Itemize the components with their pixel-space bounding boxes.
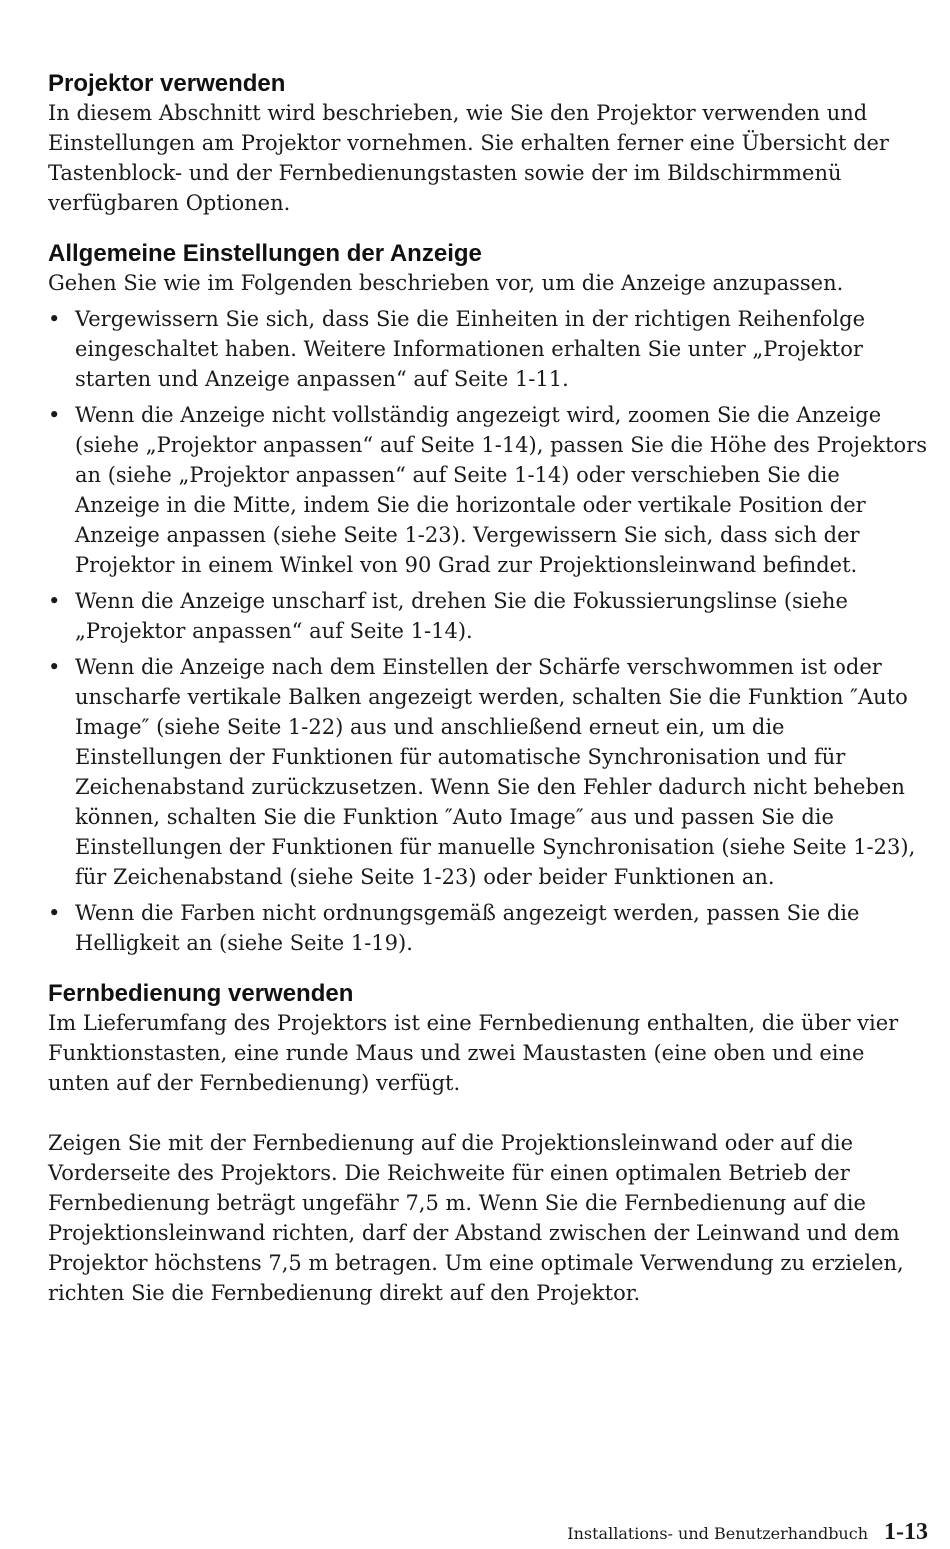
section-heading: Projektor verwenden [48, 70, 286, 97]
list-item-text: Wenn die Farben nicht ordnungsgemäß angezeigt werden, passen Sie die Helligkeit an (siehe Seite 1-19). [75, 901, 860, 955]
paragraph: Zeigen Sie mit der Fernbedienung auf die Projektionsleinwand oder auf die Vorderseite des Projektors. Die Reichweite für einen optimalen Betrieb der Fernbedienung beträgt ungefähr 7,5 m. Wenn Sie die Fernbedienung auf die Projektionsleinwand richten, darf der Abstand zwischen der Leinwand und dem Projektor höchstens 7,5 m betragen. Um eine optimale Verwendung zu erzielen, richten Sie die Fernbedienung direkt auf den Projektor. [48, 1131, 904, 1305]
bullet-list [48, 304, 928, 958]
paragraph-spacer [48, 1098, 928, 1128]
bullet-marker: • [48, 589, 61, 613]
paragraph: Im Lieferumfang des Projektors ist eine Fernbedienung enthalten, die über vier Funktionstasten, eine runde Maus und zwei Maustasten (eine oben und eine unten auf der Fernbedienung) verfügt. [48, 1011, 899, 1095]
bullet-marker: • [48, 655, 61, 679]
list-item [48, 898, 928, 958]
page-footer [567, 1519, 928, 1545]
intro-paragraph: Gehen Sie wie im Folgenden beschrieben vor, um die Anzeige anzupassen. [48, 271, 844, 295]
list-item-text: Wenn die Anzeige nach dem Einstellen der Schärfe verschwommen ist oder unscharfe vertikale Balken angezeigt werden, schalten Sie die Funktion ″Auto Image″ (siehe Seite 1-22) aus und anschließend erneut ein, um die Einstellungen der Funktionen für automatische Synchronisation und für Zeichenabstand zurückzusetzen. Wenn Sie den Fehler dadurch nicht beheben können, schalten Sie die Funktion ″Auto Image″ aus und passen Sie die Einstellungen der Funktionen für manuelle Synchronisation (siehe Seite 1-23), für Zeichenabstand (siehe Seite 1-23) oder beider Funktionen an. [75, 655, 916, 889]
section-fernbedienung-verwenden [48, 980, 928, 1308]
section-projektor-verwenden [48, 70, 928, 218]
section-allgemeine-einstellungen [48, 240, 928, 958]
paragraph: In diesem Abschnitt wird beschrieben, wie Sie den Projektor verwenden und Einstellungen am Projektor vornehmen. Sie erhalten ferner eine Übersicht der Tastenblock- und der Fernbedienungstasten sowie der im Bildschirmmenü verfügbaren Optionen. [48, 101, 889, 215]
page-number: 1-13 [884, 1519, 928, 1545]
bullet-marker: • [48, 403, 61, 427]
list-item [48, 304, 928, 394]
list-item-text: Wenn die Anzeige unscharf ist, drehen Sie die Fokussierungslinse (siehe „Projektor anpassen“ auf Seite 1-14). [75, 589, 848, 643]
list-item [48, 586, 928, 646]
document-page [48, 70, 928, 1330]
list-item-text: Wenn die Anzeige nicht vollständig angezeigt wird, zoomen Sie die Anzeige (siehe „Projektor anpassen“ auf Seite 1-14), passen Sie die Höhe des Projektors an (siehe „Projektor anpassen“ auf Seite 1-14) oder verschieben Sie die Anzeige in die Mitte, indem Sie die horizontale oder vertikale Position der Anzeige anpassen (siehe Seite 1-23). Vergewissern Sie sich, dass sich der Projektor in einem Winkel von 90 Grad zur Projektionsleinwand befindet. [75, 403, 927, 577]
list-item [48, 652, 928, 892]
bullet-marker: • [48, 307, 61, 331]
footer-book-title: Installations- und Benutzerhandbuch [567, 1524, 868, 1543]
list-item [48, 400, 928, 580]
bullet-marker: • [48, 901, 61, 925]
section-heading: Allgemeine Einstellungen der Anzeige [48, 240, 482, 267]
list-item-text: Vergewissern Sie sich, dass Sie die Einheiten in der richtigen Reihenfolge eingeschaltet haben. Weitere Informationen erhalten Sie unter „Projektor starten und Anzeige anpassen“ auf Seite 1-11. [75, 307, 865, 391]
section-heading: Fernbedienung verwenden [48, 980, 354, 1007]
